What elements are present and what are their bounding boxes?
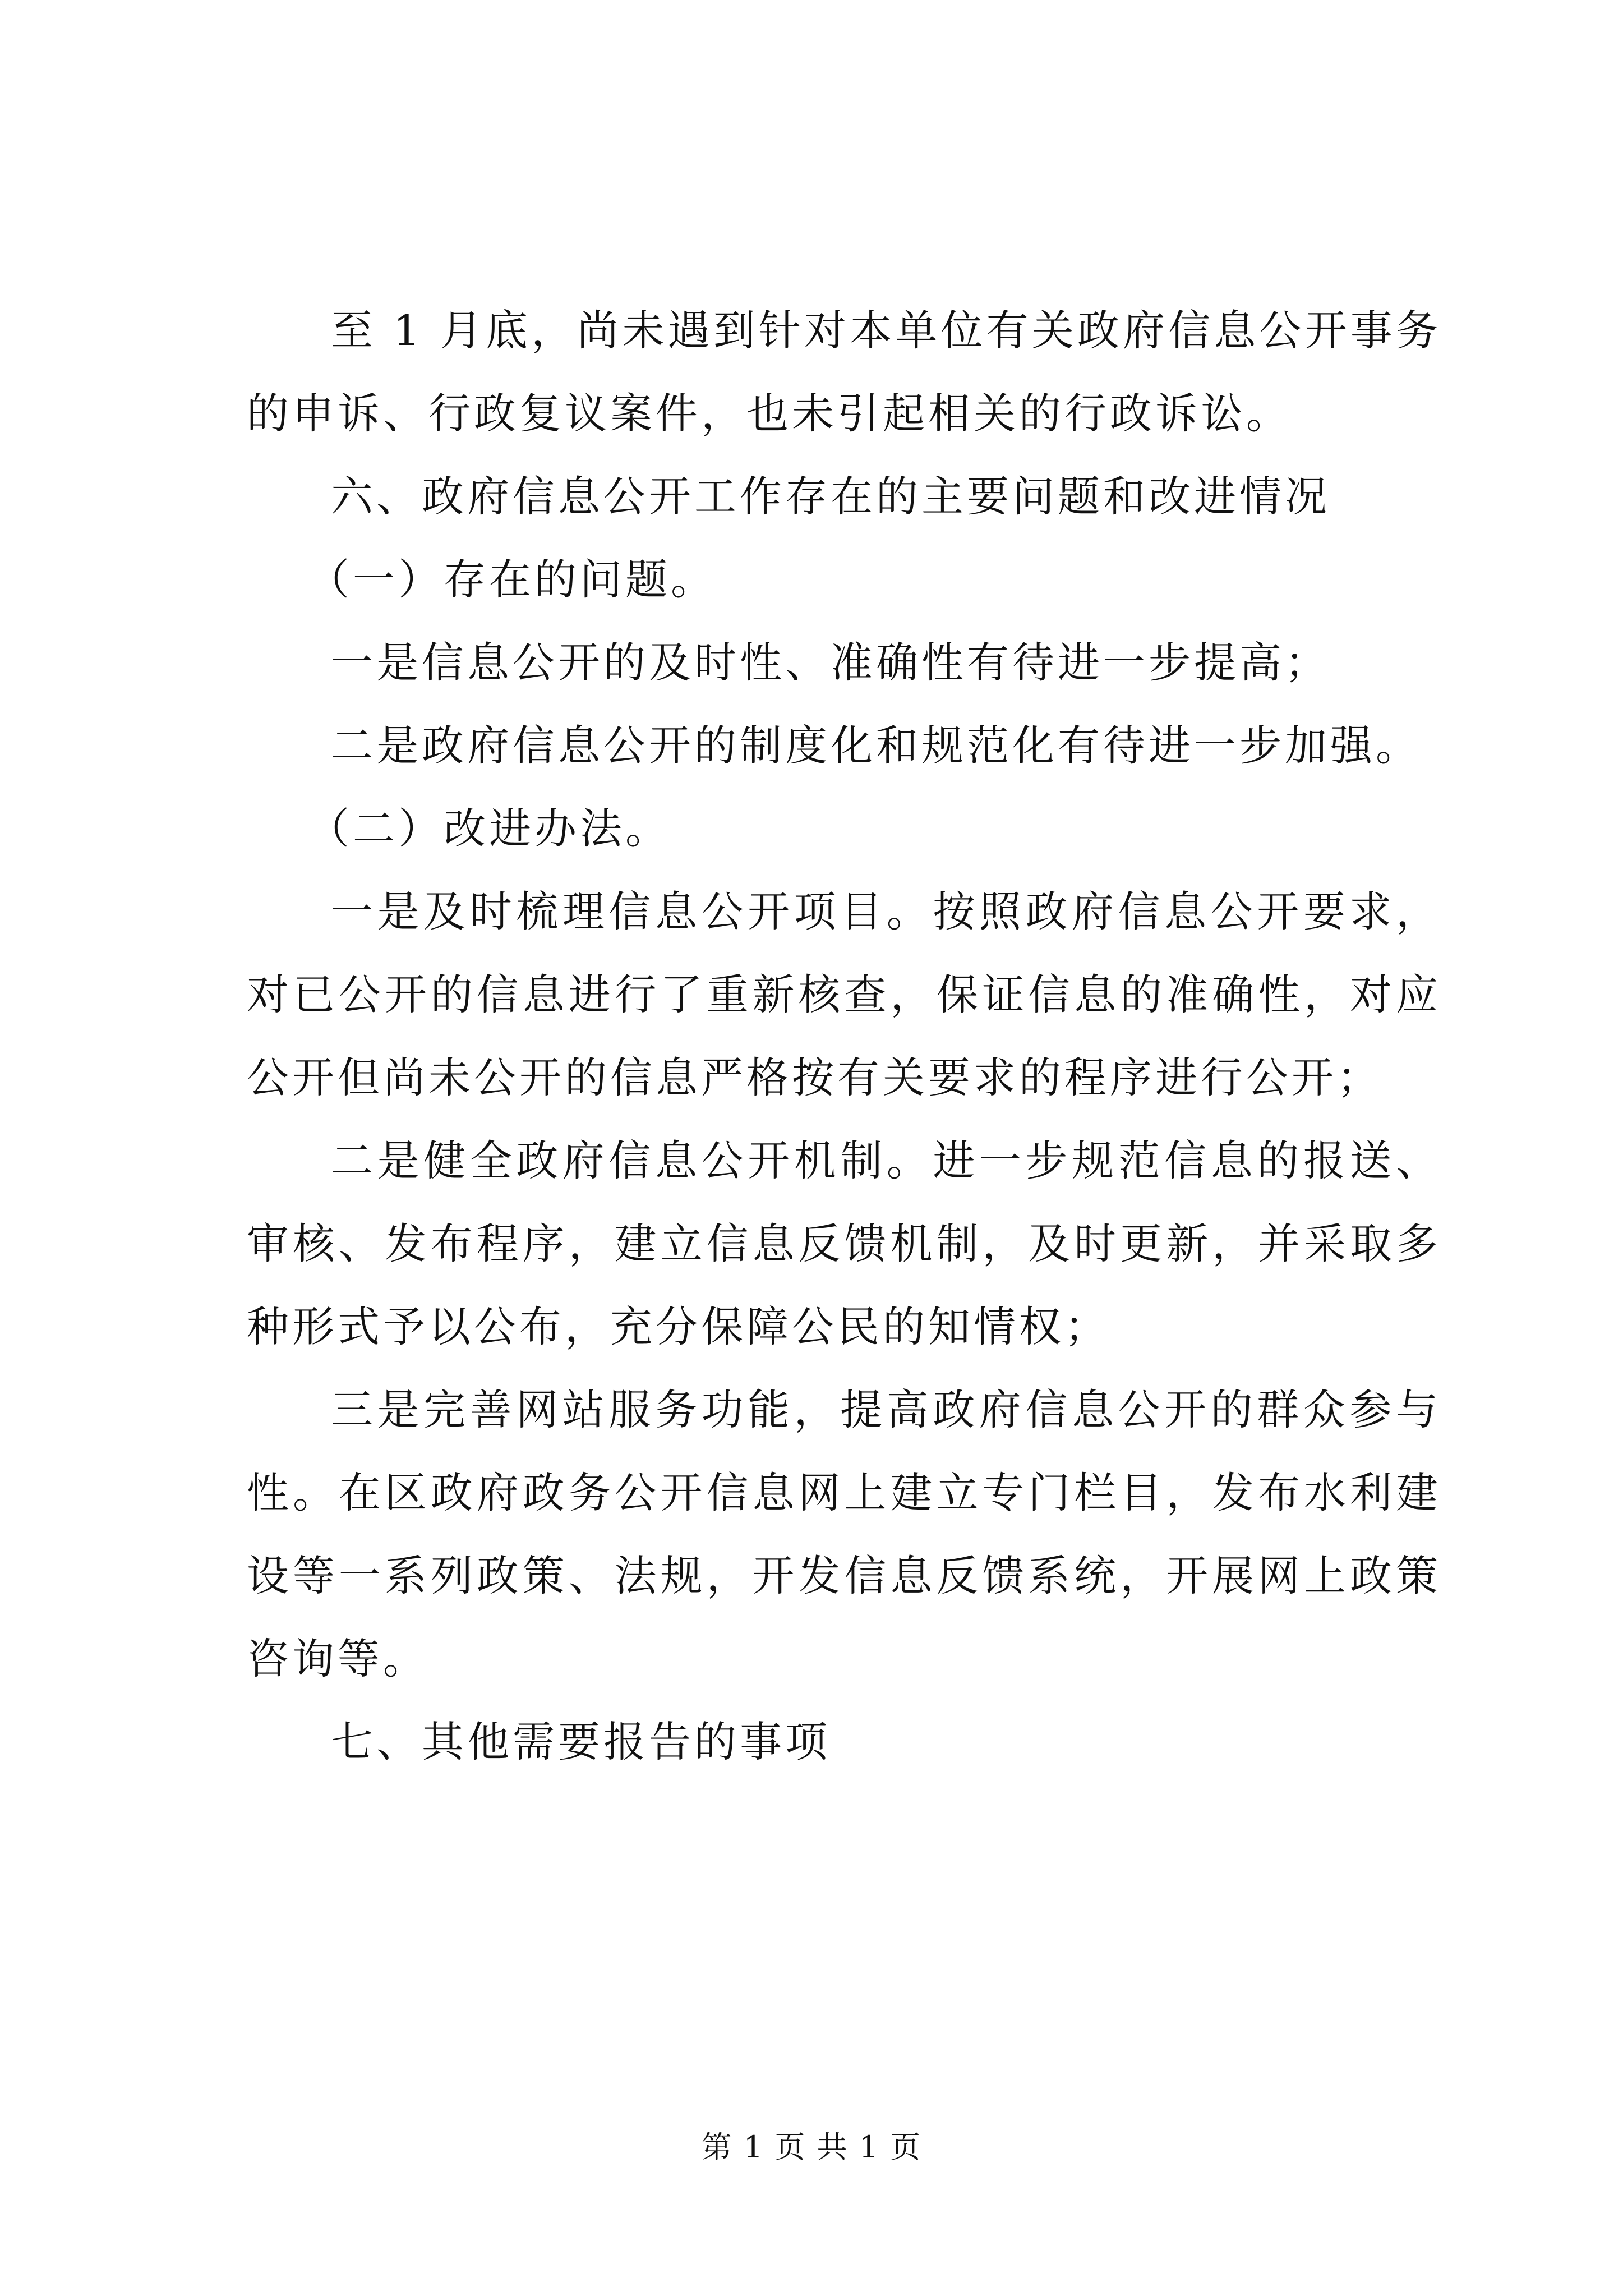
paragraph-improvement-two: 二是健全政府信息公开机制。进一步规范信息的报送、审核、发布程序，建立信息反馈机制，及时更新，并采取多种形式予以公布，充分保障公民的知情权； [247,1136,1441,1351]
page-footer: 第 1 页 共 1 页 [701,2129,922,2165]
paragraph-improvement-one: 一是及时梳理信息公开项目。按照政府信息公开要求，对已公开的信息进行了重新核查，保证信息的准确性，对应公开但尚未公开的信息严格按有关要求的程序进行公开； [247,887,1441,1102]
paragraph-appeal-status: 至 1 月底，尚未遇到针对本单位有关政府信息公开事务的申诉、行政复议案件，也未引起相关的行政诉讼。 [247,306,1441,438]
subheading-improvements: （二）改进办法。 [307,804,671,853]
paragraph-problem-two: 二是政府信息公开的制度化和规范化有待进一步加强。 [331,721,1422,770]
paragraph-problem-one: 一是信息公开的及时性、准确性有待进一步提高； [331,638,1331,687]
document-body [247,289,1441,1783]
section-heading-problems: 六、政府信息公开工作存在的主要问题和改进情况 [331,472,1331,521]
paragraph-improvement-three: 三是完善网站服务功能，提高政府信息公开的群众参与性。在区政府政务公开信息网上建立专门栏目，发布水利建设等一系列政策、法规，开发信息反馈系统，开展网上政策咨询等。 [247,1385,1441,1683]
section-heading-other-matters: 七、其他需要报告的事项 [331,1717,831,1766]
subheading-existing-problems: （一）存在的问题。 [307,555,717,604]
